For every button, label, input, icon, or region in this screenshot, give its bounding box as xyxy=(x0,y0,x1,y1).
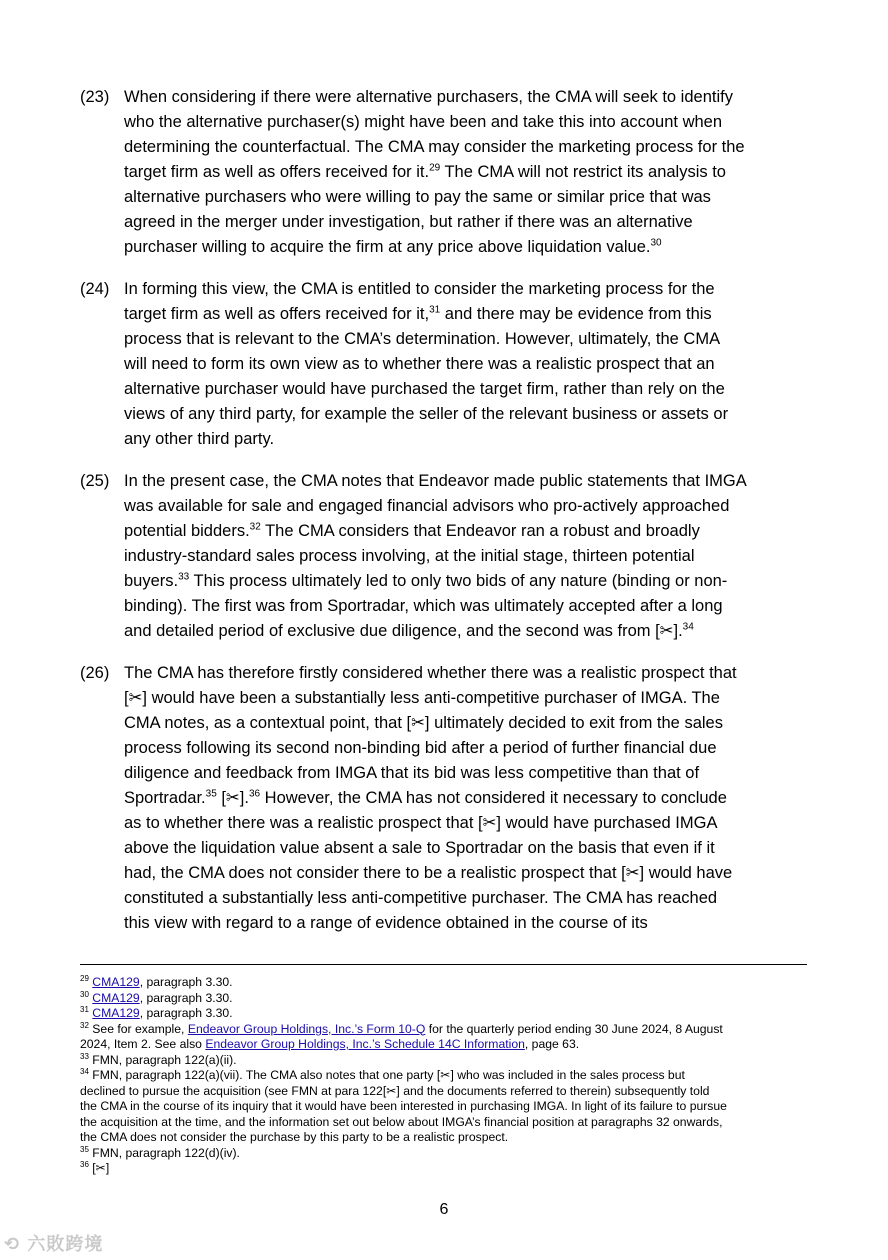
footnote-ref: 35 xyxy=(205,788,217,800)
line-text: who the alternative purchaser(s) might have been and take this into account when xyxy=(124,113,723,131)
paragraph-line xyxy=(124,911,808,936)
paragraph-line xyxy=(124,594,808,619)
line-text: constituted a substantially less anti-competitive purchaser. The CMA has reached xyxy=(124,889,718,907)
footnote-36 xyxy=(80,1161,807,1177)
paragraph-body xyxy=(124,277,808,452)
paragraph-line xyxy=(124,185,808,210)
line-text: process following its second non-binding bid after a period of further financial due xyxy=(124,739,717,757)
footnote-separator xyxy=(80,964,807,965)
footnote-ref: 29 xyxy=(429,162,441,174)
line-text: any other third party. xyxy=(124,430,275,448)
line-text: [✂]. xyxy=(216,789,249,807)
line-text: agreed in the merger under investigation, but rather if there was an alternative xyxy=(124,213,693,231)
line-text: purchaser willing to acquire the firm at any price above liquidation value. xyxy=(124,238,651,256)
paragraph-24 xyxy=(80,277,808,452)
footnotes xyxy=(80,975,807,1177)
footnote-link[interactable]: CMA129 xyxy=(92,975,140,989)
footnote-number: 30 xyxy=(80,989,89,999)
footnote-text: the CMA in the course of its inquiry that it would have been interested in purchasing IMGA. In light of its failure to pursue xyxy=(80,1099,727,1113)
footnote-number: 36 xyxy=(80,1159,89,1169)
line-text: had, the CMA does not consider there to be a realistic prospect that [✂] would have xyxy=(124,864,733,882)
paragraph-line xyxy=(124,886,808,911)
line-text: binding). The first was from Sportradar, which was ultimately accepted after a long xyxy=(124,597,723,615)
line-text: industry-standard sales process involving, at the initial stage, thirteen potential xyxy=(124,547,695,565)
line-text: this view with regard to a range of evidence obtained in the course of its xyxy=(124,914,648,932)
footnote-link[interactable]: CMA129 xyxy=(92,990,140,1005)
paragraph-25 xyxy=(80,469,808,644)
paragraph-line xyxy=(124,469,808,494)
footnote-text: [✂] xyxy=(88,1161,110,1175)
paragraph-line xyxy=(124,544,808,569)
paragraph-body xyxy=(124,85,808,260)
paragraph-line xyxy=(124,135,808,160)
paragraph-line xyxy=(124,235,808,260)
footnote-ref: 31 xyxy=(429,304,441,316)
line-text: above the liquidation value absent a sale to Sportradar on the basis that even if it xyxy=(124,839,715,857)
watermark: ⟲ 六敗跨境 xyxy=(4,1234,104,1255)
footnote-35 xyxy=(80,1146,807,1162)
paragraph-line xyxy=(124,377,808,402)
paragraph-line xyxy=(124,569,808,594)
paragraph-26 xyxy=(80,661,808,936)
footnote-ref: 30 xyxy=(650,237,662,249)
footnote-ref: 32 xyxy=(249,521,261,533)
footnote-link[interactable]: CMA129 xyxy=(92,1006,140,1020)
footnote-number: 32 xyxy=(80,1020,89,1030)
line-text: When considering if there were alternative purchasers, the CMA will seek to identify xyxy=(124,88,733,106)
footnote-text: FMN, paragraph 122(a)(vii). The CMA also notes that one party [✂] who was included in the sales process but xyxy=(88,1068,685,1082)
footnote-text: FMN, paragraph 122(a)(ii). xyxy=(88,1052,237,1067)
paragraph-line xyxy=(124,85,808,110)
footnote-32 xyxy=(80,1022,807,1053)
line-text: will need to form its own view as to whether there was a realistic prospect that an xyxy=(124,355,715,373)
paragraph-number: (23) xyxy=(80,88,110,106)
footnote-ref: 34 xyxy=(682,621,694,633)
footnote-text: , page 63. xyxy=(524,1037,580,1051)
line-text: determining the counterfactual. The CMA may consider the marketing process for the xyxy=(124,138,745,156)
paragraph-line xyxy=(124,811,808,836)
paragraph-line xyxy=(124,711,808,736)
paragraph-line xyxy=(124,761,808,786)
line-text: as to whether there was a realistic prospect that [✂] would have purchased IMGA xyxy=(124,814,718,832)
line-text: [✂] would have been a substantially less anti-competitive purchaser of IMGA. The xyxy=(124,689,720,707)
footnote-text: declined to pursue the acquisition (see FMN at para 122[✂] and the documents referred to therein) subsequently told xyxy=(80,1083,710,1098)
paragraph-line xyxy=(124,160,808,185)
footnote-link-form-10q[interactable]: Endeavor Group Holdings, Inc.’s Form 10-Q xyxy=(187,1021,426,1036)
line-text: alternative purchaser would have purchased the target firm, rather than rely on the xyxy=(124,380,725,398)
footnote-34 xyxy=(80,1068,807,1146)
footnote-text: for the quarterly period ending 30 June 2024, 8 August xyxy=(425,1021,723,1036)
paragraph-line xyxy=(124,836,808,861)
footnote-text: the acquisition at the time, and the information set out below about IMGA’s financial position at paragraphs 32 onwards, xyxy=(80,1114,723,1129)
paragraph-line xyxy=(124,277,808,302)
line-text: This process ultimately led to only two bids of any nature (binding or non- xyxy=(189,572,728,590)
footnote-number: 34 xyxy=(80,1066,89,1076)
line-text: views of any third party, for example the seller of the relevant business or assets or xyxy=(124,405,729,423)
line-text: The CMA will not restrict its analysis to xyxy=(440,163,726,181)
paragraph-line xyxy=(124,861,808,886)
line-text: CMA notes, as a contextual point, that [✂] ultimately decided to exit from the sales xyxy=(124,714,723,732)
footnote-ref: 36 xyxy=(248,788,261,800)
footnote-33 xyxy=(80,1053,807,1069)
line-text: In forming this view, the CMA is entitled to consider the marketing process for the xyxy=(124,280,715,298)
footnote-text: , paragraph 3.30. xyxy=(139,1006,233,1020)
line-text: was available for sale and engaged financial advisors who pro-actively approached xyxy=(124,497,730,515)
footnote-text: 2024, Item 2. See also xyxy=(80,1037,206,1051)
footnote-text: See for example, xyxy=(88,1021,188,1036)
line-text: target firm as well as offers received for it, xyxy=(124,305,430,323)
line-text: In the present case, the CMA notes that Endeavor made public statements that IMGA xyxy=(124,472,747,490)
line-text: and there may be evidence from this xyxy=(440,305,712,323)
line-text: alternative purchasers who were willing to pay the same or similar price that was xyxy=(124,188,711,206)
page-number: 6 xyxy=(439,1201,449,1218)
paragraph-line xyxy=(124,327,808,352)
line-text: However, the CMA has not considered it necessary to conclude xyxy=(260,789,727,807)
footnote-29 xyxy=(80,975,807,991)
line-text: The CMA considers that Endeavor ran a robust and broadly xyxy=(260,522,700,540)
paragraph-line xyxy=(124,686,808,711)
footnote-number: 35 xyxy=(80,1144,89,1154)
paragraph-line xyxy=(124,736,808,761)
footnote-number: 31 xyxy=(80,1004,89,1014)
paragraph-line xyxy=(124,302,808,327)
line-text: process that is relevant to the CMA’s determination. However, ultimately, the CMA xyxy=(124,330,721,348)
paragraph-line xyxy=(124,427,808,452)
line-text: target firm as well as offers received for it. xyxy=(124,163,430,181)
footnote-number: 33 xyxy=(80,1051,89,1061)
line-text: potential bidders. xyxy=(124,522,250,540)
paragraph-body xyxy=(124,469,808,644)
footnote-number: 29 xyxy=(80,973,89,983)
paragraph-line xyxy=(124,786,808,811)
paragraph-number: (24) xyxy=(80,280,110,298)
footnote-text: the CMA does not consider the purchase by this party to be a realistic prospect. xyxy=(80,1130,509,1144)
paragraph-line xyxy=(124,110,808,135)
paragraph-line xyxy=(124,402,808,427)
paragraph-line xyxy=(124,210,808,235)
paragraph-number: (26) xyxy=(80,664,110,682)
footnote-30 xyxy=(80,991,807,1007)
footnote-31 xyxy=(80,1006,807,1022)
line-text: diligence and feedback from IMGA that its bid was less competitive than that of xyxy=(124,764,700,782)
footnote-ref: 33 xyxy=(178,571,190,583)
footnote-text: , paragraph 3.30. xyxy=(139,990,233,1005)
line-text: buyers. xyxy=(124,572,179,590)
paragraph-body xyxy=(124,661,808,936)
line-text: Sportradar. xyxy=(124,789,206,807)
paragraph-line xyxy=(124,661,808,686)
paragraph-line xyxy=(124,352,808,377)
footnote-link-schedule-14c[interactable]: Endeavor Group Holdings, Inc.’s Schedule 14C Information xyxy=(205,1037,525,1051)
paragraph-line xyxy=(124,619,808,644)
footnote-text: FMN, paragraph 122(d)(iv). xyxy=(88,1145,240,1160)
paragraph-23 xyxy=(80,85,808,260)
paragraph-line xyxy=(124,494,808,519)
line-text: The CMA has therefore firstly considered whether there was a realistic prospect that xyxy=(124,664,737,682)
paragraph-line xyxy=(124,519,808,544)
line-text: and detailed period of exclusive due diligence, and the second was from [✂]. xyxy=(124,622,683,640)
paragraph-number: (25) xyxy=(80,472,110,490)
footnote-text: , paragraph 3.30. xyxy=(139,975,233,989)
